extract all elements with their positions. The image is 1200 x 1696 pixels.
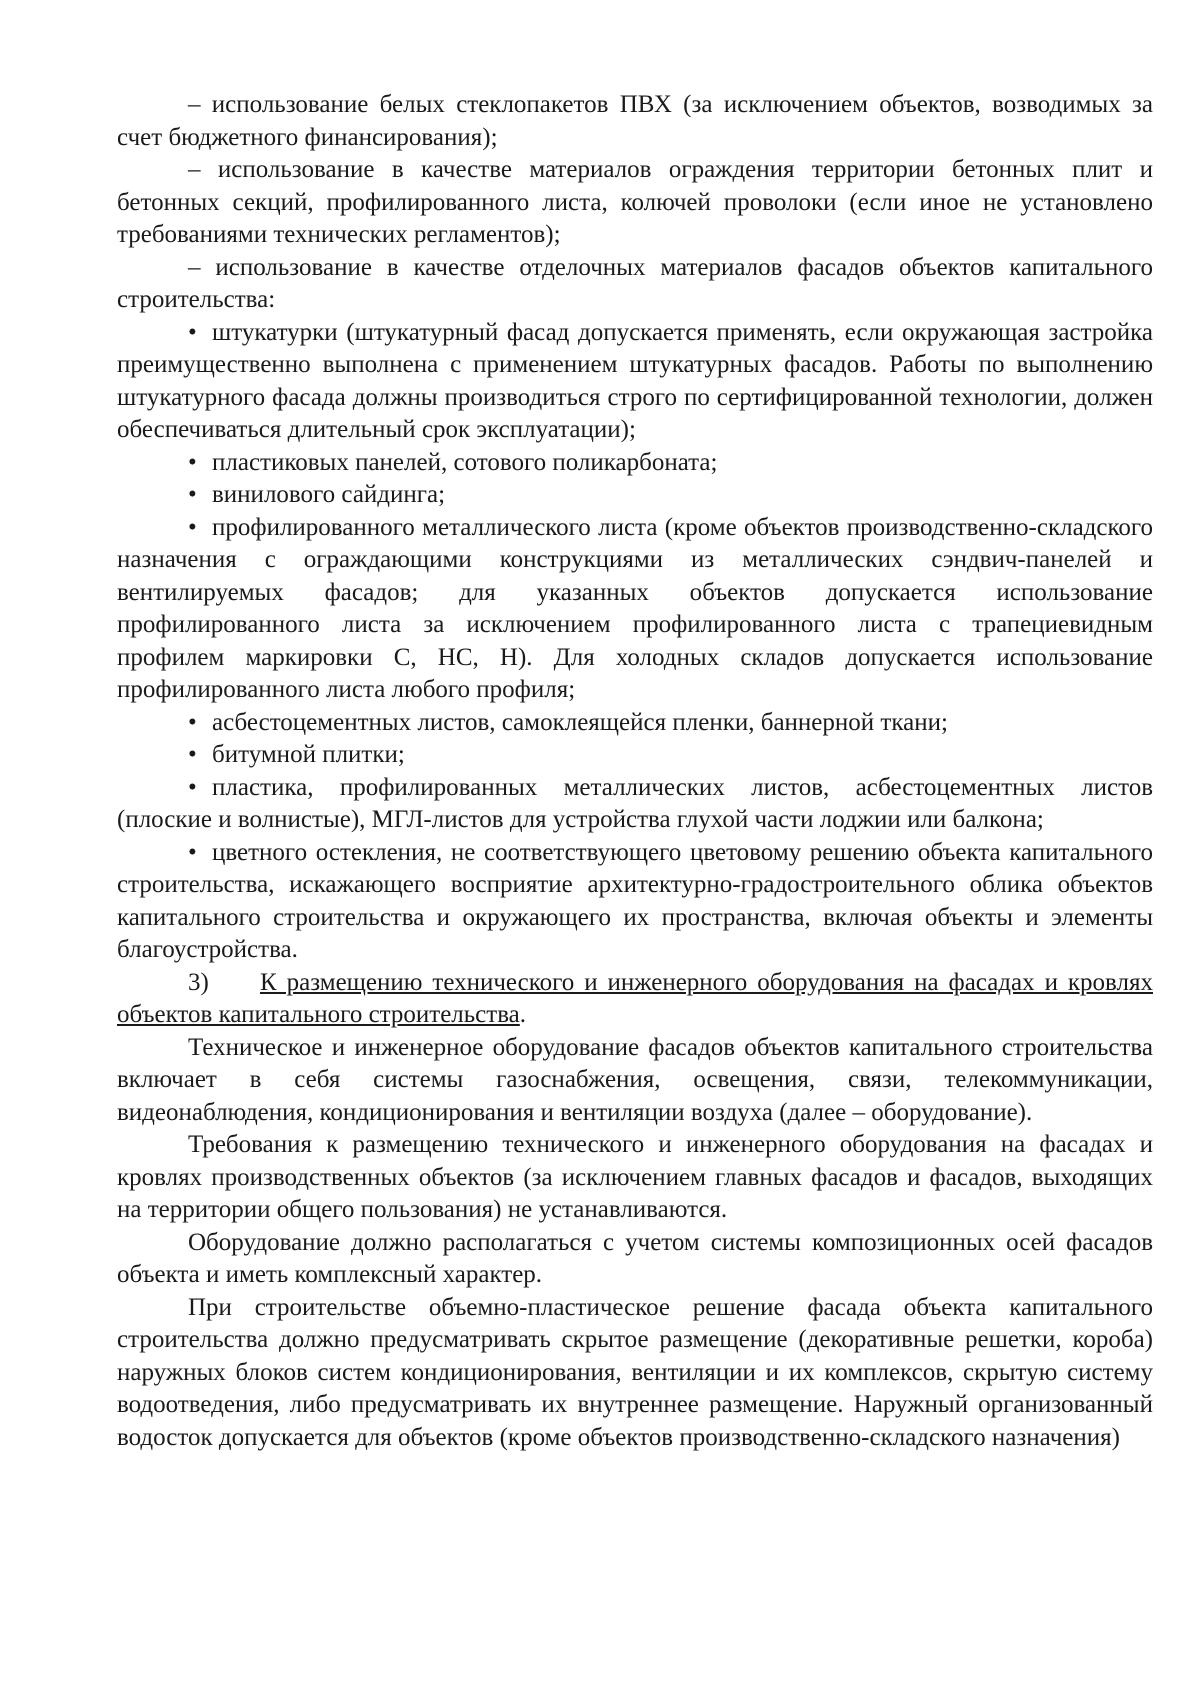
section-number: 3) xyxy=(188,968,209,996)
bullet-item xyxy=(117,772,1153,837)
paragraph: – использование в качестве отделочных материалов фасадов объектов капитального строительства: xyxy=(117,253,1153,313)
paragraph: Оборудование должно располагаться с учетом системы композиционных осей фасадов объекта и иметь комплексный характер. xyxy=(117,1228,1153,1288)
document-page xyxy=(117,89,1153,1454)
bullet-text: профилированного металлического листа (кроме объектов производственно-складского назначения с ограждающими конструкциями из металлических сэндвич-панелей и вентилируемых фасадов; для указанных объектов допускается использование профилированного листа за исключением профилированного листа с трапециевидным профилем маркировки С, НС, Н). Для холодных складов допускается использование профилированного листа любого профиля; xyxy=(117,513,1153,703)
bullet-text: цветного остекления, не соответствующего цветовому решению объекта капитального строительства, искажающего восприятие архитектурно-градостроительного облика объектов капитального строительства и окружающего их пространства, включая объекты и элементы благоустройства. xyxy=(117,838,1153,963)
bullet-icon: • xyxy=(188,741,197,768)
bullet-text: битумной плитки; xyxy=(212,741,405,768)
bullet-item xyxy=(117,707,1153,740)
section-heading xyxy=(117,967,1153,1032)
bullet-item xyxy=(117,479,1153,512)
bullet-icon: • xyxy=(188,708,197,736)
bullet-icon: • xyxy=(188,513,197,541)
bullet-icon: • xyxy=(188,773,197,801)
bullet-icon: • xyxy=(188,838,197,866)
bullet-text: пластиковых панелей, сотового поликарбоната; xyxy=(212,448,718,476)
bullet-item xyxy=(117,739,1153,772)
bullet-icon: • xyxy=(188,448,197,476)
bullet-icon: • xyxy=(188,481,197,508)
bullet-item xyxy=(117,837,1153,967)
bullet-text: штукатурки (штукатурный фасад допускается применять, если окружающая застройка преимущественно выполнена с применением штукатурных фасадов. Работы по выполнению штукатурного фасада должны производиться строго по сертифицированной технологии, должен обеспечиваться длительный срок эксплуатации); xyxy=(117,318,1153,443)
bullet-icon: • xyxy=(188,318,197,346)
paragraph: – использование в качестве материалов ограждения территории бетонных плит и бетонных секций, профилированного листа, колючей проволоки (если иное не установлено требованиями технических регламентов); xyxy=(117,156,1153,248)
section-heading-text: К размещению технического и инженерного оборудования на фасадах и кровлях объектов капитального строительства xyxy=(117,968,1153,1028)
bullet-item xyxy=(117,447,1153,480)
paragraph: При строительстве объемно-пластическое решение фасада объекта капитального строительства должно предусматривать скрытое размещение (декоративные решетки, короба) наружных блоков систем кондиционирования, вентиляции и их комплексов, скрытую систему водоотведения, либо предусматривать их внутреннее размещение. Наружный организованный водосток допускается для объектов (кроме объектов производственно-складского назначения) xyxy=(117,1293,1153,1451)
bullet-text: асбестоцементных листов, самоклеящейся пленки, баннерной ткани; xyxy=(212,708,948,736)
bullet-text: пластика, профилированных металлических листов, асбестоцементных листов (плоские и волнистые), МГЛ-листов для устройства глухой части лоджии или балкона; xyxy=(117,773,1153,833)
bullet-item xyxy=(117,512,1153,707)
section-heading-end: . xyxy=(519,1001,527,1028)
paragraph: Техническое и инженерное оборудование фасадов объектов капитального строительства включает в себя системы газоснабжения, освещения, связи, телекоммуникации, видеонаблюдения, кондиционирования и вентиляции воздуха (далее – оборудование). xyxy=(117,1033,1153,1126)
bullet-item xyxy=(117,317,1153,447)
paragraph: Требования к размещению технического и инженерного оборудования на фасадах и кровлях производственных объектов (за исключением главных фасадов и фасадов, выходящих на территории общего пользования) не устанавливаются. xyxy=(117,1131,1153,1223)
bullet-text: винилового сайдинга; xyxy=(212,481,446,508)
paragraph: – использование белых стеклопакетов ПВХ (за исключением объектов, возводимых за счет бюджетного финансирования); xyxy=(117,91,1153,151)
